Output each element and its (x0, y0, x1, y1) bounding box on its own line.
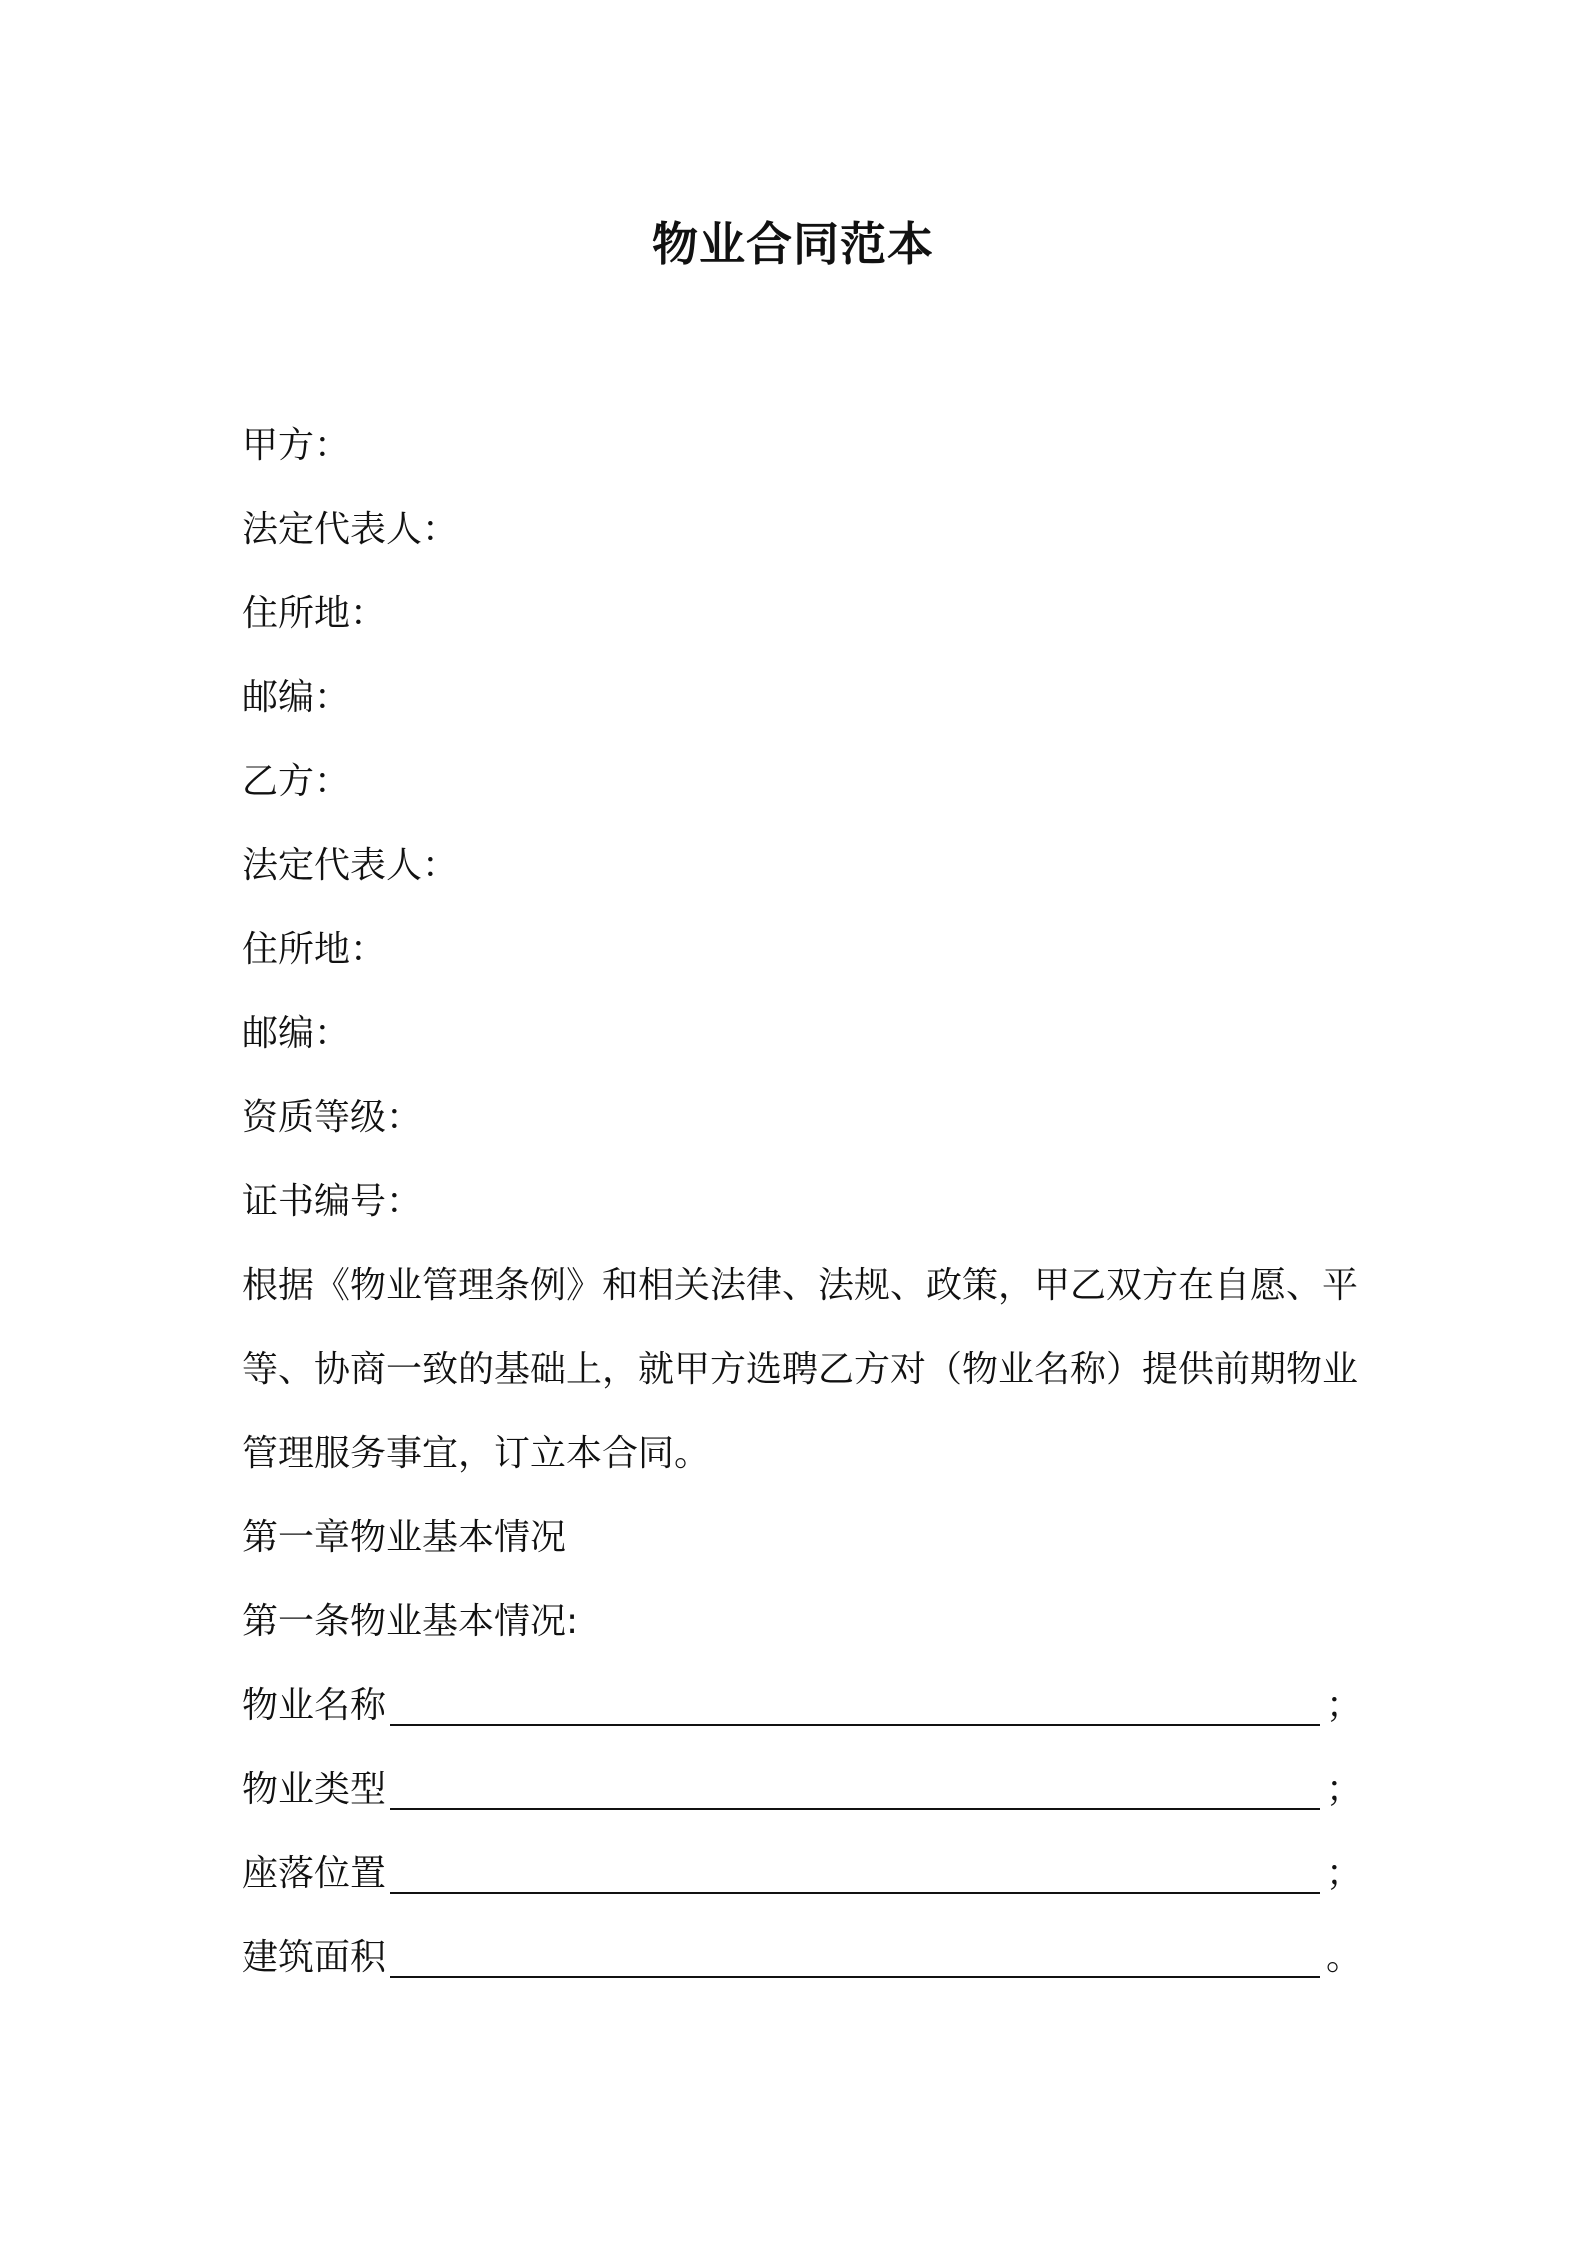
field-label: 座落位置 (242, 1853, 387, 1894)
field-terminator: ； (1325, 1853, 1362, 1894)
qualification-level-label: 资质等级： (242, 1097, 423, 1138)
property-type-field (242, 1748, 1362, 1832)
fill-in-blank-line (390, 1976, 1320, 1978)
article-heading: 第一条物业基本情况: (242, 1601, 579, 1642)
building-area-field (242, 1916, 1362, 2000)
field-terminator: ； (1325, 1769, 1362, 1810)
party-b-address-label: 住所地： (242, 929, 387, 970)
certificate-number-label: 证书编号： (242, 1181, 423, 1222)
property-location-field (242, 1832, 1362, 1916)
document-title: 物业合同范本 (652, 217, 934, 271)
fill-in-blank-line (390, 1724, 1320, 1726)
fill-in-blank-line (390, 1808, 1320, 1810)
party-a-legal-representative-label: 法定代表人： (242, 509, 459, 550)
field-label: 物业名称 (242, 1685, 387, 1726)
field-terminator: 。 (1325, 1937, 1362, 1978)
field-label: 物业类型 (242, 1769, 387, 1810)
field-label: 建筑面积 (242, 1937, 387, 1978)
party-b-label: 乙方： (242, 761, 351, 802)
preamble-paragraph: 根据《物业管理条例》和相关法律、法规、政策，甲乙双方在自愿、平等、协商一致的基础上，就甲方选聘乙方对（物业名称）提供前期物业管理服务事宜，订立本合同。 (242, 1265, 1359, 1474)
field-terminator: ； (1325, 1685, 1362, 1726)
document-body (242, 404, 1362, 2000)
party-a-postcode-label: 邮编： (242, 677, 351, 718)
property-name-field (242, 1664, 1362, 1748)
fill-in-blank-line (390, 1892, 1320, 1894)
chapter-heading: 第一章物业基本情况 (242, 1517, 567, 1558)
party-a-label: 甲方： (242, 425, 351, 466)
party-b-postcode-label: 邮编： (242, 1013, 351, 1054)
party-b-legal-representative-label: 法定代表人： (242, 845, 459, 886)
party-a-address-label: 住所地： (242, 593, 387, 634)
